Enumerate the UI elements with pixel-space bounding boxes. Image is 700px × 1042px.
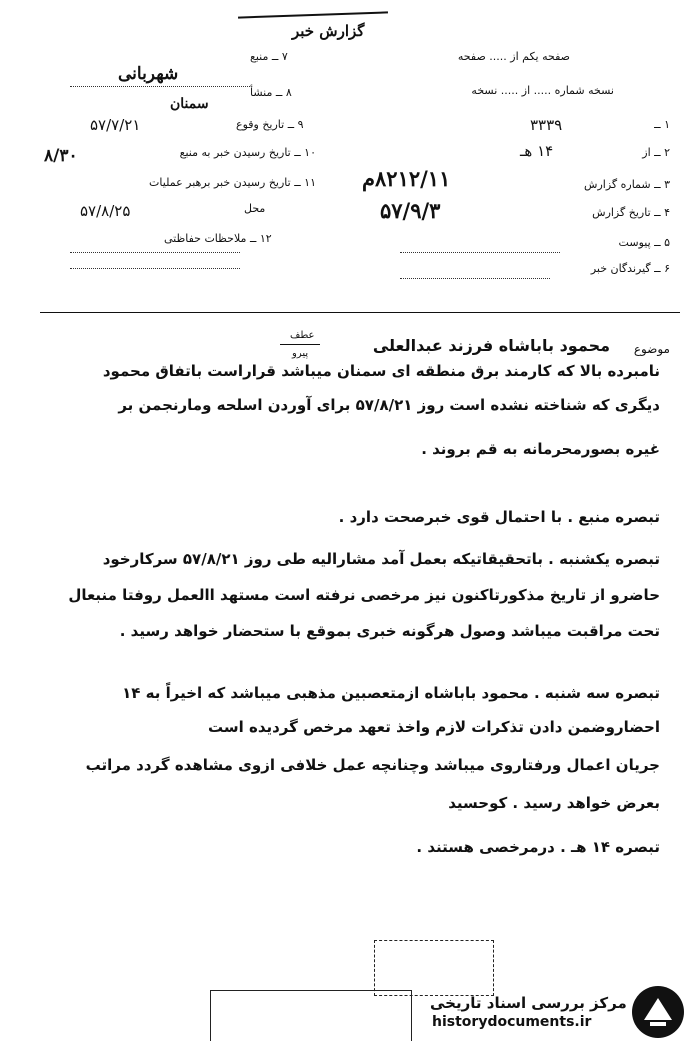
receipt-date-source-value: ۸/۳۰ [44,146,78,166]
body-line: دیگری که شناخته نشده است روز ۵۷/۸/۲۱ برای آوردن اسلحه ومارنجمن بر [118,396,660,414]
archive-stamp [210,990,412,1041]
occurrence-date-label: ۹ ــ تاریخ وقوع [236,118,304,131]
copy-info: نسخه شماره ..... از ..... نسخه [471,84,614,97]
body-line: تبصره منبع . با احتمال قوی خبرصحت دارد . [338,508,660,526]
document-title: گزارش خبر [292,22,365,40]
recipients-label: ۶ ــ گیرندگان خبر [590,262,670,275]
field-1-label: ۱ ــ [654,118,670,131]
security-dots-2 [70,268,240,269]
body-line: تبصره ۱۴ هـ . درمرخصی هستند . [416,838,660,856]
occurrence-date-value: ۵۷/۷/۲۱ [90,116,141,134]
reference-top: عطف [290,330,315,341]
receipt-date-ops-label: ۱۱ ــ تاریخ رسیدن خبر برهبر عملیات [149,176,316,189]
body-line: تحت مراقبت میباشد وصول هرگونه خبری بموقع با ستحضار خواهد رسید . [119,622,660,640]
origin-value: سمنان [170,96,209,112]
origin-label: ۸ ــ منشأ [250,86,292,99]
reference-divider [280,344,320,345]
attachment-dots [400,252,560,253]
body-line: نامبرده بالا که کارمند برق منطقه ای سمنان میباشد قراراست باتفاق محمود [102,362,660,380]
archive-logo-icon [630,984,686,1040]
source-dots [70,86,250,87]
watermark-url: historydocuments.ir [432,1014,592,1030]
receipt-date-source-label: ۱۰ ــ تاریخ رسیدن خبر به منبع [179,146,316,159]
body-line: جریان اعمال ورفتاروی میباشد وچنانچه عمل خلافی ازوی مشاهده گردد مراتب [85,756,660,774]
source-value: شهربانی [118,64,179,84]
report-number-value: ۸۲۱۲/۱۱م [362,166,451,191]
body-line: احضاروضمن دادن تذکرات لازم واخذ تعهد مرخص گردیده است [207,718,660,736]
reference-bottom: پیرو [292,348,309,359]
header-separator [40,312,680,313]
report-date-value: ۵۷/۹/۳ [380,198,441,223]
field-1-value: ۳۳۳۹ [530,116,563,134]
subject-value: محمود باباشاه فرزند عبدالعلی [372,336,610,355]
body-line: غیره بصورمحرمانه به قم بروند . [421,440,660,458]
header-underline [238,11,388,18]
source-label: ۷ ــ منبع [250,50,288,63]
subject-label: موضوع [633,342,670,356]
body-line: بعرض خواهد رسید . کوحسید [448,794,660,812]
body-line: تبصره یکشنبه . باتحقیقاتیکه بعمل آمد مشارالیه طی روز ۵۷/۸/۲۱ سرکارخود [102,550,660,568]
attachment-label: ۵ ــ پیوست [618,236,670,249]
from-label: ۲ ــ از [642,146,670,159]
body-line: تبصره سه شنبه . محمود باباشاه ازمتعصبین مذهبی میباشد که اخیراً به ۱۴ [122,684,660,702]
location-label: محل [244,202,266,215]
security-notes-label: ۱۲ ــ ملاحظات حفاظتی [164,232,272,245]
stamp-box [374,940,494,996]
report-number-label: ۳ ــ شماره گزارش [584,178,670,191]
receipt-date-ops-value: ۵۷/۸/۲۵ [80,202,131,220]
watermark-name: مرکز بررسی اسناد تاریخی [430,994,627,1012]
page-info: صفحه یکم از ..... صفحه [457,50,570,63]
body-line: حاضرو از تاریخ مذکورتاکنون نیز مرخصی نرفته است مستهد االعمل روفتا منبعال [68,586,660,604]
recipients-dots [400,278,550,279]
from-value: ۱۴ هـ [520,142,554,160]
report-date-label: ۴ ــ تاریخ گزارش [592,206,670,219]
security-dots-1 [70,252,240,253]
